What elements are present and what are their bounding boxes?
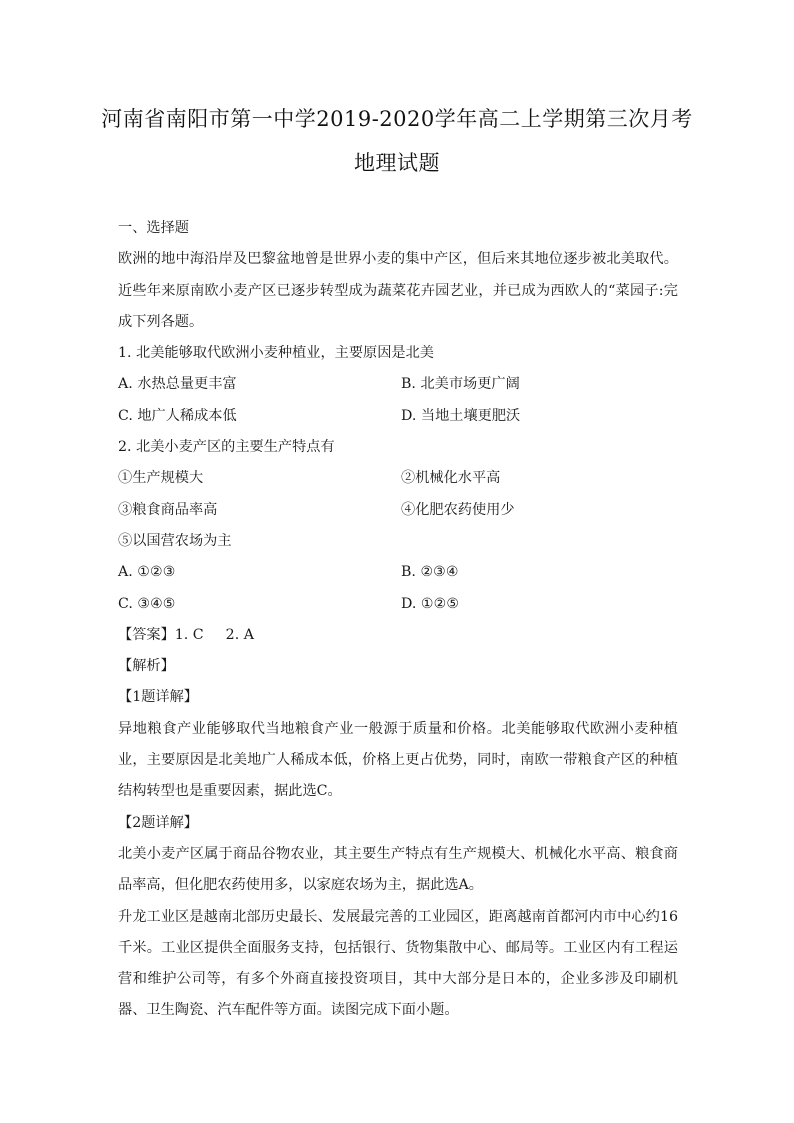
option-a: A. ①②③ — [118, 564, 176, 581]
document-title: 河南省南阳市第一中学2019-2020学年高二上学期第三次月考 — [101, 107, 693, 131]
question-2-options-row-1 — [118, 557, 678, 588]
question-2-items-row-1 — [118, 463, 678, 494]
item-5: ⑤以国营农场为主 — [118, 532, 232, 549]
question-2-options-row-2 — [118, 589, 678, 620]
section-heading: 一、选择题 — [118, 220, 189, 236]
option-a: A. 水热总量更丰富 — [118, 376, 237, 393]
question-2-items-row-2 — [118, 495, 678, 526]
option-c: C. 地广人稀成本低 — [118, 407, 237, 424]
question-1-options-row-2 — [118, 401, 678, 432]
item-1: ①生产规模大 — [118, 470, 204, 487]
option-b: B. ②③④ — [401, 564, 459, 581]
detail-2-text: 北美小麦产区属于商品谷物农业，其主要生产特点有生产规模大、机械化水平高、粮食商品率高，但化肥农药使用多，以家庭农场为主，据此选A。 — [118, 845, 678, 894]
detail-2-label: 【2题详解】 — [118, 814, 198, 831]
passage-paragraph: 欧洲的地中海沿岸及巴黎盆地曾是世界小麦的集中产区，但后来其地位逐步被北美取代。近些年来原南欧小麦产区已逐步转型成为蔬菜花卉园艺业，并已成为西欧人的“菜园子:完成下列各题。 — [118, 251, 678, 330]
document-body — [118, 213, 678, 1027]
item-2: ②机械化水平高 — [401, 470, 501, 487]
detail-1-label: 【1题详解】 — [118, 689, 198, 706]
question-2-stem: 2. 北美小麦产区的主要生产特点有 — [118, 439, 335, 456]
question-1-options-row-1 — [118, 369, 678, 400]
analysis-label: 【解析】 — [118, 658, 175, 675]
option-b: B. 北美市场更广阔 — [401, 376, 520, 393]
answer-label: 【答案】 — [118, 626, 175, 643]
item-3: ③粮食商品率高 — [118, 501, 218, 518]
question-1-stem: 1. 北美能够取代欧洲小麦种植业，主要原因是北美 — [118, 345, 434, 362]
option-c: C. ③④⑤ — [118, 595, 176, 612]
document-subtitle: 地理试题 — [354, 151, 440, 175]
answer-1: 1. C — [174, 626, 204, 643]
detail-1-text: 异地粮食产业能够取代当地粮食产业一般源于质量和价格。北美能够取代欧洲小麦种植业，主要原因是北美地广人稀成本低，价格上更占优势，同时，南欧一带粮食产区的种植结构转型也是重要因素，据此选C。 — [118, 720, 678, 800]
passage-paragraph-2: 升龙工业区是越南北部历史最长、发展最完善的工业园区，距离越南首都河内市中心约16千米。工业区提供全面服务支持，包括银行、货物集散中心、邮局等。工业区内有工程运营和维护公司等，有多个外商直接投资项目，其中大部分是日本的，企业多涉及印刷机器、卫生陶瓷、汽车配件等方面。读图完成下面小题。 — [118, 908, 678, 1019]
answer-line — [118, 620, 678, 651]
option-d: D. 当地土壤更肥沃 — [401, 407, 521, 424]
option-d: D. ①②⑤ — [401, 595, 460, 612]
answer-2: 2. A — [225, 626, 254, 643]
item-4: ④化肥农药使用少 — [401, 501, 515, 518]
